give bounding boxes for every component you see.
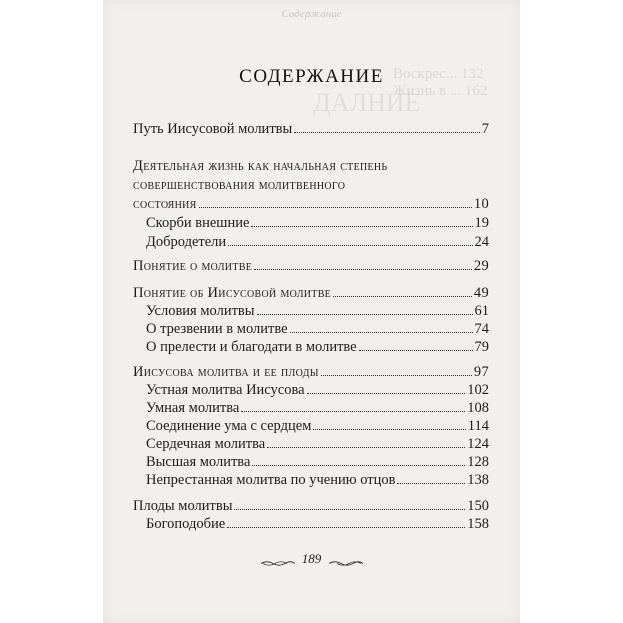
toc-entry-page: 114: [467, 418, 489, 434]
toc-entry-page: 24: [474, 234, 489, 250]
dot-leader: [290, 332, 473, 333]
dot-leader: [294, 132, 480, 133]
dot-leader: [241, 411, 465, 412]
dot-leader: [359, 350, 473, 351]
dot-leader: [234, 509, 465, 510]
toc-entry-page: 49: [473, 285, 489, 301]
toc-entry-label: Добродетели: [146, 234, 227, 250]
dot-leader: [228, 245, 472, 246]
show-through-text: Воскрес... 132 Жизнь в ... 162: [393, 66, 488, 99]
toc-entry-label-line: Деятельная жизнь как начальная степень: [133, 158, 388, 174]
toc-entry-label: О трезвении в молитве: [146, 321, 288, 337]
dot-leader: [321, 375, 472, 376]
toc-entry-label: Сердечная молитва: [146, 436, 266, 452]
ornament-right-icon: [329, 560, 363, 567]
toc-entry[interactable]: [146, 381, 489, 399]
toc-entry-page: 74: [474, 321, 489, 337]
toc-entry[interactable]: [133, 120, 489, 138]
toc-entry[interactable]: [146, 453, 489, 471]
toc-entry-label: Соединение ума с сердцем: [146, 418, 312, 434]
toc-entry[interactable]: [146, 302, 489, 320]
dot-leader: [227, 527, 465, 528]
toc-entry-page: 79: [474, 339, 489, 355]
toc-entry[interactable]: [133, 497, 489, 515]
toc-entry-page: 108: [467, 400, 489, 416]
toc-entry[interactable]: [146, 214, 489, 232]
toc-entry-label: Плоды молитвы: [133, 498, 233, 514]
toc-entry-label: Иисусова молитва и ее плоды: [133, 364, 319, 380]
toc-entry[interactable]: [146, 435, 489, 453]
toc-entry-label: состояния: [133, 196, 197, 212]
toc-entry-page: 29: [473, 258, 489, 274]
dot-leader: [307, 393, 466, 394]
dot-leader: [257, 314, 473, 315]
dot-leader: [313, 429, 465, 430]
dot-leader: [254, 269, 472, 270]
toc-entry-label: Скорби внешние: [146, 215, 250, 231]
toc-entry[interactable]: [146, 515, 489, 533]
page-number: 189: [301, 551, 322, 566]
toc-entry-label: О прелести и благодати в молитве: [146, 339, 357, 355]
dot-leader: [397, 483, 465, 484]
dot-leader: [333, 296, 472, 297]
toc-entry-page: 97: [473, 364, 489, 380]
toc-entry-page: 61: [474, 303, 489, 319]
toc-entry-label: Условия молитвы: [146, 303, 255, 319]
dot-leader: [251, 226, 472, 227]
toc-entry-label: Высшая молитва: [146, 454, 251, 470]
toc-entry-page: 102: [467, 382, 489, 398]
toc-entry-label-line: совершенствования молитвенного: [133, 177, 346, 193]
toc-entry[interactable]: [133, 195, 489, 213]
toc-entry[interactable]: [146, 233, 489, 251]
toc-entry-page: 7: [481, 121, 489, 137]
dot-leader: [199, 207, 472, 208]
toc-entry[interactable]: [133, 284, 489, 302]
dot-leader: [267, 447, 465, 448]
toc-entry-page: 10: [473, 196, 489, 212]
toc-entry-label: Умная молитва: [146, 400, 240, 416]
toc-entry-label: Устная молитва Иисусова: [146, 382, 305, 398]
toc-entry[interactable]: [133, 363, 489, 381]
toc-entry-page: 138: [467, 472, 489, 488]
toc-entry-page: 150: [467, 498, 489, 514]
toc-entry-page: 128: [467, 454, 489, 470]
toc-entry[interactable]: [146, 399, 489, 417]
toc-entry-label: Богоподобие: [146, 516, 226, 532]
dot-leader: [252, 465, 465, 466]
toc-entry-label: Понятие о молитве: [133, 258, 253, 274]
toc-entry[interactable]: [146, 471, 489, 489]
toc-entry[interactable]: [146, 417, 489, 435]
toc-entry[interactable]: [133, 257, 489, 275]
toc-entry[interactable]: [146, 320, 489, 338]
toc-entry-page: 19: [474, 215, 489, 231]
book-page: [103, 0, 520, 623]
page-title: СОДЕРЖАНИЕ: [239, 66, 384, 87]
toc-entry-page: 124: [467, 436, 489, 452]
toc-entry-label: Путь Иисусовой молитвы: [133, 121, 293, 137]
show-through-heading: ДАЛНИЕ: [313, 88, 421, 117]
toc-entry-label: Понятие об Иисусовой молитве: [133, 285, 332, 301]
toc-entry[interactable]: [146, 338, 489, 356]
toc-entry-label: Непрестанная молитва по учению отцов: [146, 472, 396, 488]
running-head: Содержание: [281, 8, 342, 20]
toc-entry-page: 158: [467, 516, 489, 532]
